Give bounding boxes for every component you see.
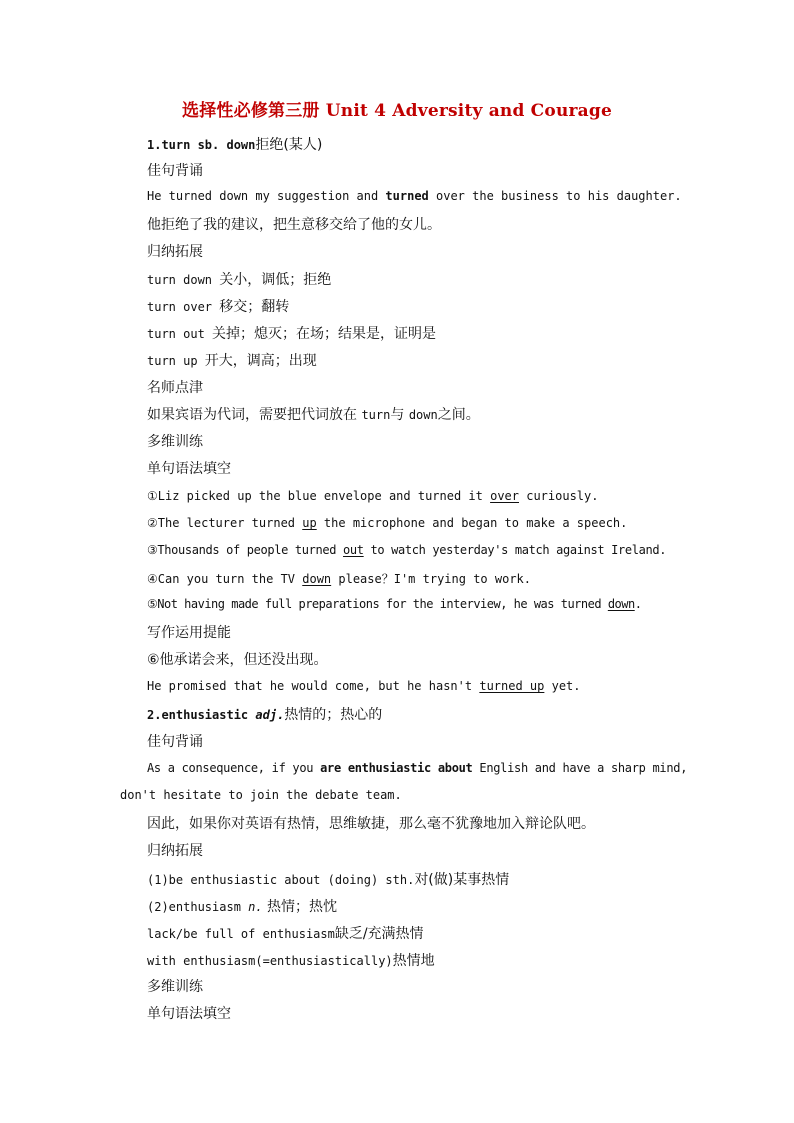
exercise-item: ③Thousands of people turned out to watch yesterday's match against Ireland.: [147, 543, 667, 557]
example-translation: 他拒绝了我的建议，把生意移交给了他的女儿。: [147, 217, 441, 233]
label-jiaju: 佳句背诵: [147, 734, 203, 750]
answer-blank: down: [302, 572, 332, 586]
label-mingshi: 名师点津: [147, 380, 203, 396]
exercise-prompt-cn: ⑥他承诺会来，但还没出现。: [147, 652, 328, 668]
phrase-item: turn down 关小，调低；拒绝: [147, 272, 332, 288]
label-guina: 归纳拓展: [147, 843, 203, 859]
phrase-item: turn out 关掉；熄灭；在场；结果是，证明是: [147, 326, 437, 342]
label-guina: 归纳拓展: [147, 244, 203, 260]
answer-blank: up: [302, 516, 317, 530]
page-title: 选择性必修第三册 Unit 4 Adversity and Courage: [182, 101, 612, 121]
example-translation: 因此，如果你对英语有热情，思维敏捷，那么毫不犹豫地加入辩论队吧。: [147, 816, 595, 832]
answer-blank: out: [343, 543, 364, 557]
answer-blank: over: [490, 489, 519, 503]
section-2-meaning: 热情的；热心的: [284, 707, 383, 723]
phrase-item: turn over 移交；翻转: [147, 299, 290, 315]
label-jiaju: 佳句背诵: [147, 163, 203, 179]
answer-blank: turned up: [479, 679, 545, 693]
answer-blank: down: [607, 597, 635, 611]
exercise-item: ⑤Not having made full preparations for the interview, he was turned down.: [147, 597, 642, 611]
phrase-item: (1)be enthusiastic about (doing) sth.对(做)某事热情: [147, 872, 510, 888]
section-2-heading: 2.enthusiastic adj.热情的；热心的: [147, 707, 383, 723]
example-sentence: He turned down my suggestion and turned over the business to his daughter.: [147, 189, 682, 203]
example-sentence-cont: don't hesitate to join the debate team.: [120, 788, 402, 802]
example-sentence: As a consequence, if you are enthusiastic about English and have a sharp mind,: [147, 761, 688, 775]
phrase-item: turn up 开大，调高；出现: [147, 353, 317, 369]
section-1-term: 1.turn sb. down: [147, 138, 256, 152]
label-danju: 单句语法填空: [147, 461, 231, 477]
label-xiezuo: 写作运用提能: [147, 625, 231, 641]
exercise-item: He promised that he would come, but he hasn't turned up yet.: [147, 679, 581, 693]
section-1-heading: [147, 134, 322, 154]
section-1-meaning: 拒绝(某人): [255, 137, 323, 153]
label-duowei: 多维训练: [147, 434, 203, 450]
phrase-item: lack/be full of enthusiasm缺乏/充满热情: [147, 926, 424, 942]
exercise-item: ②The lecturer turned up the microphone and began to make a speech.: [147, 516, 628, 530]
label-duowei: 多维训练: [147, 979, 203, 995]
exercise-item: ①Liz picked up the blue envelope and turned it over curiously.: [147, 489, 599, 503]
phrase-item: (2)enthusiasm n. 热情；热忱: [147, 899, 338, 915]
tip-text: 如果宾语为代词，需要把代词放在 turn与 down之间。: [147, 407, 480, 423]
label-danju: 单句语法填空: [147, 1006, 231, 1022]
phrase-item: with enthusiasm(=enthusiastically)热情地: [147, 953, 435, 969]
section-2-term: 2.enthusiastic: [147, 708, 256, 722]
exercise-item: ④Can you turn the TV down please？I'm trying to work.: [147, 572, 531, 586]
